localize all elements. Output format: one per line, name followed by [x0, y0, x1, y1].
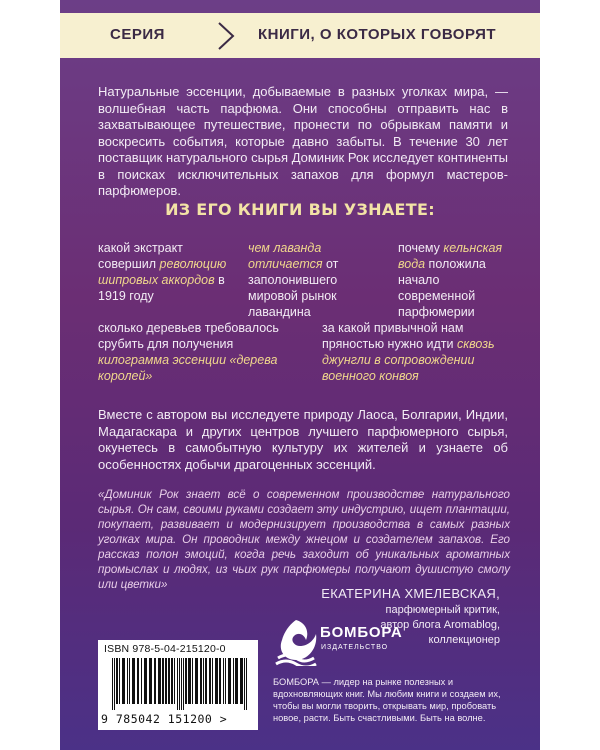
series-label: СЕРИЯ — [110, 26, 165, 43]
review-quote: «Доминик Рок знает всё о современном производстве натурального сырья. Он сам, своими руками создает эту индустрию, ищет плантации, покупает, развивает и модернизирует производства в самых разных уголках мира. Он проводник между жнецом и создателем запахов. Его рассказ полон эмоций, когда речь заходит об уникальных ароматных промыслах и людях, из чьих рук парфюмеры получают душистую смолу или цветки» — [98, 488, 510, 591]
intro-paragraph: Натуральные эссенции, добываемые в разных уголках мира, — волшебная часть парфюма. Они способны отправить нас в захватывающее путешествие, пронести по обрывкам памяти и воскресить события, которые давно забыты. В течение 30 лет поставщик натурального сырья Доминик Рок исследует континенты в поисках исключительных запахов для формул мастеров-парфюмеров. — [98, 84, 508, 198]
fact-item: за какой привычной нам пряностью нужно идти сквозь джунгли в сопровождении военного конвоя — [322, 321, 495, 383]
ean-digits: 9 785042 151200 > — [101, 712, 228, 726]
fact-item: почему кельнская вода положила начало современной парфюмерии — [398, 241, 503, 319]
book-back-cover — [60, 0, 540, 750]
fact-item: какой экстракт совершил революцию шипровых аккордов в 1919 году — [98, 241, 227, 303]
barcode — [98, 640, 258, 730]
publisher-logo — [270, 618, 420, 668]
reviewer-role: автор блога Aromablog, — [380, 619, 500, 631]
series-name: КНИГИ, О КОТОРЫХ ГОВОРЯТ — [258, 26, 497, 43]
publisher-logo-sub: ИЗДАТЕЛЬСТВО — [321, 644, 389, 651]
barcode-bars — [110, 658, 250, 710]
reviewer-role: коллекционер — [428, 634, 500, 646]
reviewer-name: ЕКАТЕРИНА ХМЕЛЕВСКАЯ, — [321, 586, 500, 601]
bombora-wave-icon — [274, 618, 318, 666]
outro-paragraph: Вместе с автором вы исследуете природу Лаоса, Болгарии, Индии, Мадагаскара и других центров лучшего парфюмерного сырья, окунетесь в самобытную культуру их жителей и узнаете об особенностях добычи драгоценных эссенций. — [98, 407, 508, 472]
chevron-right-icon — [213, 20, 239, 52]
publisher-logo-word: БОМБОРА — [320, 624, 403, 641]
reviewer-role: парфюмерный критик, — [385, 604, 500, 616]
publisher-description: БОМБОРА — лидер на рынке полезных и вдохновляющих книг. Мы любим книги и создаем их, чтобы вы могли творить, открывать мир, пробовать новое, расти. Быть счастливыми. Быть на волне. — [273, 677, 501, 723]
learn-heading: ИЗ ЕГО КНИГИ ВЫ УЗНАЕТЕ: — [165, 200, 435, 219]
fact-item: сколько деревьев требовалось срубить для получения килограмма эссенции «дерева королей» — [98, 321, 279, 383]
isbn-number: ISBN 978-5-04-215120-0 — [104, 643, 226, 655]
fact-item: чем лаванда отличается от заполонившего мировой рынок лавандина — [248, 241, 339, 319]
series-banner — [60, 13, 540, 58]
